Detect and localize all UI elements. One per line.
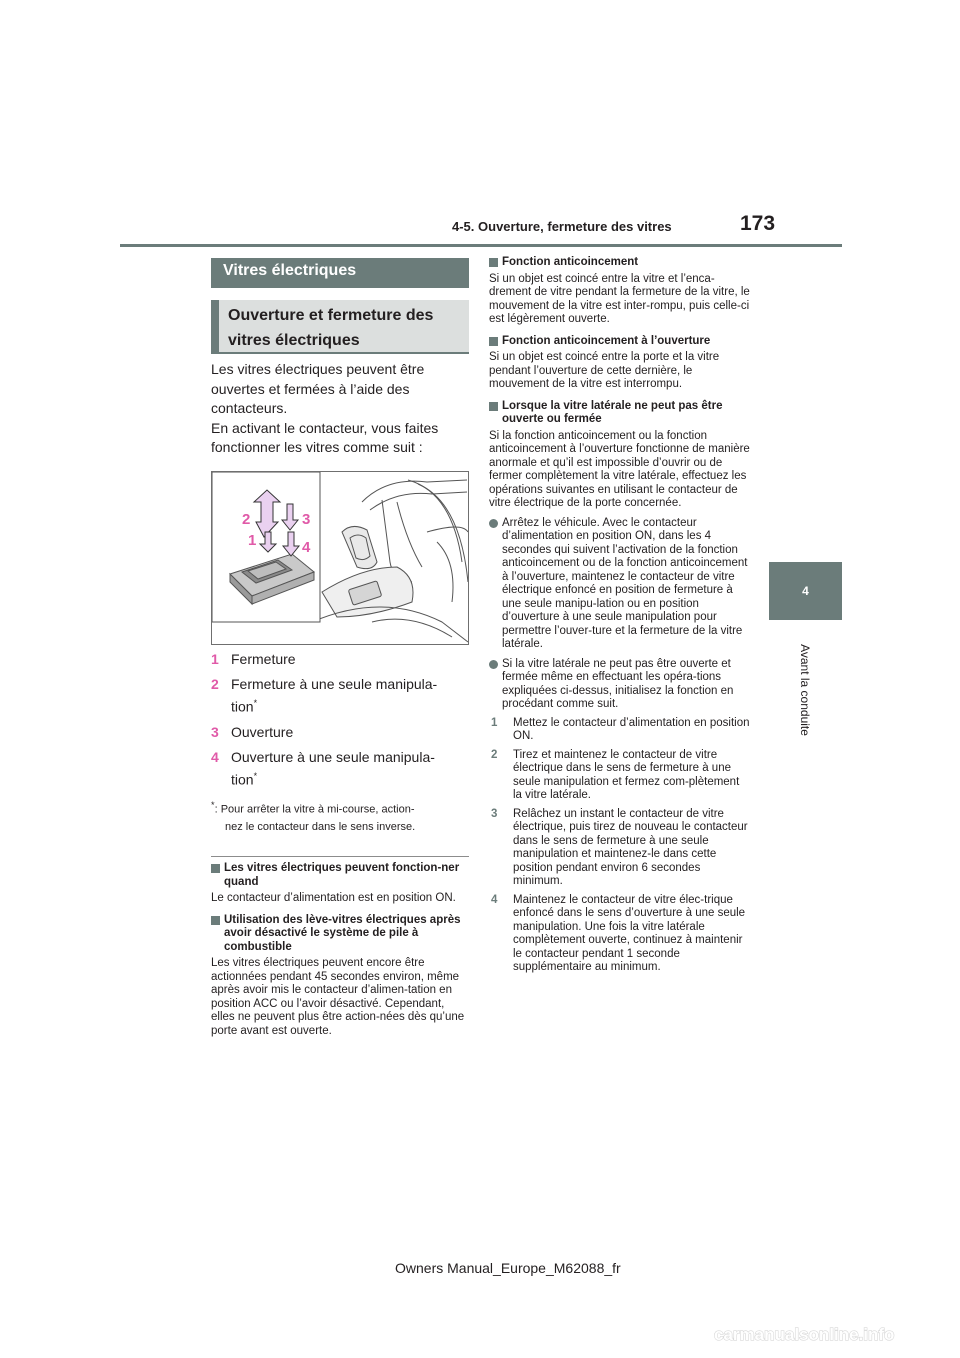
watermark-logo: [714, 1321, 934, 1352]
note-body: Le contacteur d’alimentation est en position ON.: [211, 892, 456, 904]
section-title: 4-5. Ouverture, fermeture des vitres: [452, 219, 672, 234]
intro-line: En activant le contacteur, vous faites: [211, 419, 439, 436]
figure-label-3: 3: [302, 511, 311, 528]
step-text-line: Ouverture à une seule manipula-: [231, 748, 435, 765]
footnote-mark: *: [211, 800, 215, 811]
item-number: 4: [491, 893, 498, 906]
page-number: 173: [740, 212, 776, 235]
intro-line: fonctionner les vitres comme suit :: [211, 439, 423, 455]
item-number: 1: [491, 716, 498, 729]
item-number: 3: [491, 807, 498, 820]
note-body: Si un objet est coincé entre la porte et la vitre pendant l’ouverture de cette dernière, le mouvement de la vitre est interrompu.: [489, 351, 720, 390]
item-text: Mettez le contacteur d’alimentation en position ON.: [513, 716, 750, 742]
step-text-line: tion: [231, 698, 254, 715]
asterisk: *: [253, 698, 258, 708]
intro-line: Les vitres électriques peuvent être: [211, 361, 425, 377]
watermark-svg: [714, 1321, 934, 1347]
numbered-item: [489, 808, 751, 889]
step-text: Ouverture: [231, 723, 294, 740]
steps-list: [211, 650, 469, 836]
chapter-label: Avant la conduite: [798, 644, 812, 736]
note-title: Lorsque la vitre latérale ne peut pas être ouverte ou fermée: [489, 400, 751, 427]
bullet-item: Si la vitre latérale ne peut pas être ouverte et fermée même en effectuant les opéra-tions expliquées ci-dessus, initialisez la fonction en procédant comme suit.: [489, 658, 751, 712]
note-body: Si un objet est coincé entre la vitre et l’enca-drement de vitre pendant la fermeture de la vitre, le mouvement de la vitre est inter-rompu, puis celle-ci est légèrement ouverte.: [489, 272, 750, 325]
step-number: 4: [211, 748, 219, 765]
section-banner: Vitres électriques: [211, 258, 469, 288]
figure-label-4: 4: [302, 539, 311, 556]
note-body: Si la fonction anticoincement ou la fonction anticoincement à l’ouverture fonctionne de manière anormale et qu’il est impossible d’ouvrir ou de fermer complètement la vitre latérale, effectuez les opérations suivantes en utilisant le contacteur de vitre électrique de la porte concernée.: [489, 429, 750, 509]
step-number: 1: [211, 651, 219, 667]
figure-label-1: 1: [248, 532, 257, 549]
figure-label-2: 2: [242, 511, 251, 528]
right-notes: [489, 256, 751, 975]
notes-divider: [211, 856, 469, 857]
subheading-line-2: vitres électriques: [228, 332, 360, 349]
numbered-item: [489, 894, 751, 975]
bullet-item: Arrêtez le véhicule. Avec le contacteur d’alimentation en position ON, dans les 4 secondes qui suivent l’activation de la fonction anticoincement ou de la fonction anticoincement à l’ouverture, maintenez le contacteur de vitre électrique enfoncé en position de fermeture à une seule manipu-lation ou en position d’ouverture à une seule manipulation pour permettre l’ouver-ture et la fermeture de la vitre latérale.: [489, 517, 751, 652]
step-number: 2: [211, 676, 219, 692]
asterisk: *: [253, 770, 258, 781]
intro-paragraph: [211, 360, 469, 458]
step-text: [231, 675, 469, 717]
footnote: [211, 795, 469, 836]
numbered-item: [489, 717, 751, 744]
item-number: 2: [491, 748, 498, 761]
step-item: [211, 723, 469, 742]
note-title: Utilisation des lève-vitres électriques après avoir désactivé le système de pile à combustible: [211, 914, 469, 955]
window-switch-illustration: [211, 471, 469, 645]
intro-line: contacteurs.: [211, 400, 288, 416]
item-text: Maintenez le contacteur de vitre élec-trique enfoncé dans le sens d’ouverture à une seule manipulation. Une fois la vitre latérale complètement ouverte, continuez à maintenir le contacteur pendant 1 seconde supplémentaire au minimum.: [513, 893, 746, 973]
footnote-line: : Pour arrêter la vitre à mi-course, action-: [214, 803, 415, 816]
step-item: [211, 748, 469, 790]
step-text-line: Fermeture à une seule manipula-: [231, 676, 438, 692]
note-title: Les vitres électriques peuvent fonction-ner quand: [211, 862, 469, 889]
svg-text:carmanualsonline.info: carmanualsonline.info: [714, 1325, 895, 1344]
subheading-line-1: Ouverture et fermeture des: [228, 307, 434, 324]
chapter-tab: 4: [769, 562, 842, 620]
note-title: Fonction anticoincement à l’ouverture: [489, 335, 751, 349]
document-footer: Owners Manual_Europe_M62088_fr: [395, 1260, 621, 1276]
item-text: Relâchez un instant le contacteur de vitre électrique, puis tirez de nouveau le contacteur dans le sens de fermeture à une seule manipulation et maintenez-le dans cette position pendant environ 6 secondes minimum.: [513, 807, 748, 887]
left-notes: [211, 862, 469, 1038]
note-title: Fonction anticoincement: [489, 256, 751, 270]
item-text: Tirez et maintenez le contacteur de vitre électrique dans le sens de fermeture à une seule manipulation et fermez com-plètement la vitre latérale.: [513, 748, 740, 801]
footnote-line: nez le contacteur dans le sens inverse.: [225, 820, 416, 833]
illustration-svg: [212, 472, 468, 644]
header-rule: [120, 244, 842, 247]
step-item: [211, 675, 469, 717]
numbered-item: [489, 749, 751, 803]
step-item: [211, 650, 469, 669]
intro-line: ouvertes et fermées à l’aide des: [211, 380, 410, 397]
step-text-line: tion: [231, 771, 254, 788]
step-text: Fermeture: [231, 651, 296, 667]
step-number: 3: [211, 723, 219, 740]
note-body: Les vitres électriques peuvent encore être actionnées pendant 45 secondes environ, même après avoir mis le contacteur d’alimen-tation en position ACC ou l’avoir désactivé. Cependant, elles ne peuvent plus être action-nées dès qu’une porte avant est ouverte.: [211, 957, 465, 1037]
subheading: [211, 300, 469, 354]
step-text: [231, 748, 469, 790]
